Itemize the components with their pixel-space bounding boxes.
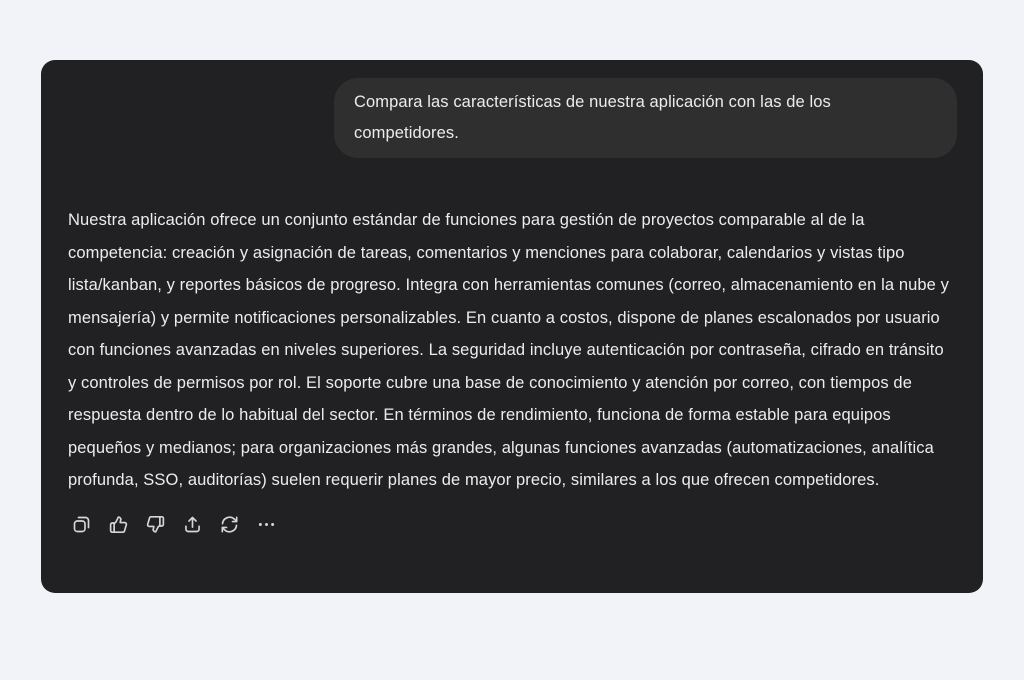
chat-card [41,60,983,593]
user-message-row [41,60,983,158]
assistant-message-text: Nuestra aplicación ofrece un conjunto estándar de funciones para gestión de proyectos comparable al de la competencia: creación y asignación de tareas, comentarios y menciones para colaborar, calendarios y vistas tipo lista/kanban, y reportes básicos de progreso. Integra con herramientas comunes (correo, almacenamiento en la nube y mensajería) y permite notificaciones personalizables. En cuanto a costos, dispone de planes escalonados por usuario con funciones avanzadas en niveles superiores. La seguridad incluye autenticación por contraseña, cifrado en tránsito y controles de permisos por rol. El soporte cubre una base de conocimiento y atención por correo, con tiempos de respuesta dentro de lo habitual del sector. En términos de rendimiento, funciona de forma estable para equipos pequeños y medianos; para organizaciones más grandes, algunas funciones avanzadas (automatizaciones, analítica profunda, SSO, auditorías) suelen requerir planes de mayor precio, similares a los que ofrecen competidores. [68,211,949,489]
share-button[interactable] [177,511,207,539]
regenerate-button[interactable] [214,511,244,539]
user-message-text: Compara las características de nuestra aplicación con las de los competidores. [354,93,831,142]
thumbs-down-icon [145,514,166,535]
refresh-icon [219,514,240,535]
upload-icon [182,514,203,535]
bad-response-button[interactable] [140,511,170,539]
user-message-bubble [334,78,957,158]
copy-icon [71,514,92,535]
good-response-button[interactable] [103,511,133,539]
more-button[interactable] [251,511,281,539]
message-actions-toolbar [66,511,983,539]
ellipsis-icon [256,514,277,535]
copy-button[interactable] [66,511,96,539]
thumbs-up-icon [108,514,129,535]
